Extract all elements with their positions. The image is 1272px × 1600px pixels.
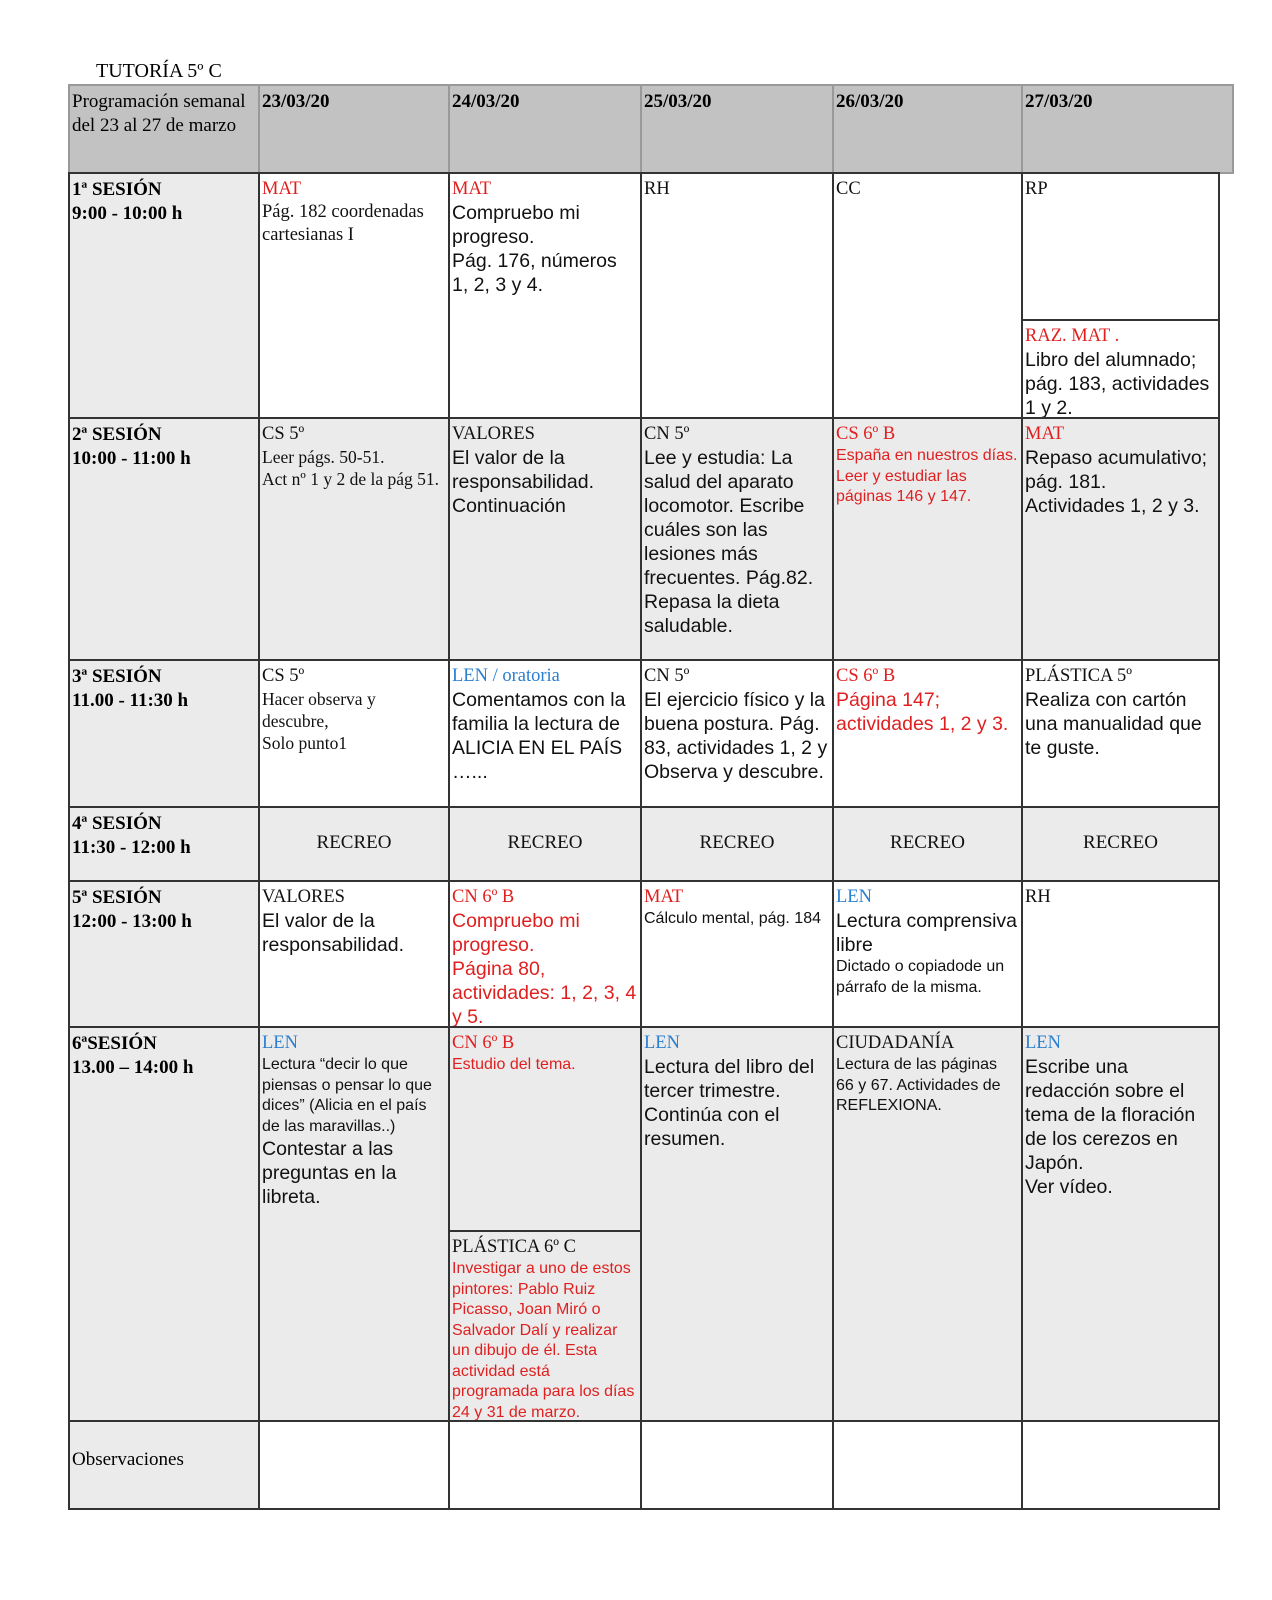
observaciones-cell-5 xyxy=(1021,1420,1220,1510)
recreo-label: RECREO xyxy=(890,832,965,853)
cell-s4-d2 xyxy=(448,806,642,882)
cell-s1-d4 xyxy=(832,172,1023,419)
header-day-4 xyxy=(832,84,1023,174)
cell-s6-d1 xyxy=(258,1026,450,1422)
session-5-label xyxy=(68,880,260,1028)
subject-label: CN 5º xyxy=(644,424,690,444)
cell-s6-d4 xyxy=(832,1026,1023,1422)
header-label-cell xyxy=(68,84,260,174)
session-name: 6ªSESIÓN xyxy=(72,1033,157,1054)
cell-s6-d3 xyxy=(640,1026,834,1422)
subject-label: MAT xyxy=(262,179,302,199)
activity-text: Página 147; actividades 1, 2 y 3. xyxy=(836,689,1009,735)
subject-label: VALORES xyxy=(262,887,345,907)
session-time: 10:00 - 11:00 h xyxy=(72,448,191,469)
activity-text: Realiza con cartón una manualidad que te guste. xyxy=(1025,689,1202,759)
subject-label: LEN xyxy=(1025,1033,1061,1053)
observaciones-cell-3 xyxy=(640,1420,834,1510)
activity-text: España en nuestros días. Leer y estudiar las páginas 146 y 147. xyxy=(836,447,1018,505)
subject-label: PLÁSTICA 6º C xyxy=(452,1237,576,1257)
cell-s4-d5 xyxy=(1021,806,1220,882)
activity-note: Contestar a las preguntas en la libreta. xyxy=(262,1138,397,1208)
header-label: Programación semanal del 23 al 27 de marzo xyxy=(72,91,246,136)
cell-s3-d3 xyxy=(640,659,834,808)
observaciones-cell-1 xyxy=(258,1420,450,1510)
session-name: 3ª SESIÓN xyxy=(72,666,162,687)
subject-label: CN 5º xyxy=(644,666,690,686)
activity-text: Lectura de las páginas 66 y 67. Actividades de REFLEXIONA. xyxy=(836,1056,1001,1114)
cell-s2-d2 xyxy=(448,417,642,661)
cell-s5-d5 xyxy=(1021,880,1220,1028)
activity-text: Compruebo mi progreso. Pág. 176, números 1, 2, 3 y 4. xyxy=(452,202,617,296)
activity-text: Hacer observa y descubre, Solo punto1 xyxy=(262,689,376,753)
cell-s1-d3 xyxy=(640,172,834,419)
header-day-1 xyxy=(258,84,450,174)
cell-s2-d5 xyxy=(1021,417,1220,661)
document-title: TUTORÍA 5º C xyxy=(96,60,222,82)
session-time: 11:30 - 12:00 h xyxy=(72,837,191,858)
activity-text: Compruebo mi progreso. Página 80, actividades: 1, 2, 3, 4 y 5. xyxy=(452,910,637,1028)
session-name: 5ª SESIÓN xyxy=(72,887,162,908)
session-time: 13.00 – 14:00 h xyxy=(72,1057,194,1078)
subject-label: CC xyxy=(836,179,861,199)
activity-text: Cálculo mental, pág. 184 xyxy=(644,910,821,927)
session-time: 9:00 - 10:00 h xyxy=(72,203,183,224)
session-2-label xyxy=(68,417,260,661)
day-label-5: 27/03/20 xyxy=(1025,91,1093,112)
subject-label: CS 6º B xyxy=(836,424,896,444)
activity-text: Pág. 182 coordenadas cartesianas I xyxy=(262,202,424,245)
recreo-label: RECREO xyxy=(316,832,392,853)
day-label-2: 24/03/20 xyxy=(452,91,520,112)
subject-label: LEN xyxy=(262,1033,298,1053)
cell-s2-d4 xyxy=(832,417,1023,661)
session-1-label xyxy=(68,172,260,419)
cell-s3-d5 xyxy=(1021,659,1220,808)
day-label-1: 23/03/20 xyxy=(262,91,330,112)
observaciones-label-cell xyxy=(68,1420,260,1510)
activity-note: Dictado o copiadode un párrafo de la misma. xyxy=(836,958,1005,996)
day-label-4: 26/03/20 xyxy=(836,91,904,112)
subject-label: CIUDADANÍA xyxy=(836,1033,955,1053)
activity-text: Lectura del libro del tercer trimestre. Continúa con el resumen. xyxy=(644,1056,815,1150)
subject-label: CS 6º B xyxy=(836,666,896,686)
activity-text: Comentamos con la familia la lectura de ALICIA EN EL PAÍS …... xyxy=(452,689,626,783)
session-4-label xyxy=(68,806,260,882)
subject-label: MAT xyxy=(452,179,492,199)
subject-label: MAT xyxy=(644,887,684,907)
cell-s2-d3 xyxy=(640,417,834,661)
activity-text: Lectura “decir lo que piensas o pensar lo que dices” (Alicia en el país de las maravillas..) xyxy=(262,1056,432,1135)
subject-label: CN 6º B xyxy=(452,887,515,907)
session-time: 12:00 - 13:00 h xyxy=(72,911,192,932)
cell-s1-d5b xyxy=(1021,319,1220,419)
cell-s6-d2a xyxy=(448,1026,642,1232)
cell-s2-d1 xyxy=(258,417,450,661)
cell-s1-d1 xyxy=(258,172,450,419)
subject-label: LEN / oratoria xyxy=(452,666,560,686)
cell-s5-d1 xyxy=(258,880,450,1028)
cell-s1-d5a xyxy=(1021,172,1220,321)
day-label-3: 25/03/20 xyxy=(644,91,712,112)
activity-text: Investigar a uno de estos pintores: Pablo Ruiz Picasso, Joan Miró o Salvador Dalí y realizar un dibujo de él. Esta actividad está programada para los días 24 y 31 de marzo. xyxy=(452,1260,635,1421)
cell-s5-d3 xyxy=(640,880,834,1028)
session-name: 4ª SESIÓN xyxy=(72,813,162,834)
subject-label: CS 5º xyxy=(262,424,305,444)
cell-s4-d1 xyxy=(258,806,450,882)
subject-label: LEN xyxy=(644,1033,680,1053)
subject-label: RH xyxy=(644,179,670,199)
observaciones-label: Observaciones xyxy=(72,1449,184,1470)
session-6-label xyxy=(68,1026,260,1422)
session-name: 1ª SESIÓN xyxy=(72,179,162,200)
activity-text: Repaso acumulativo; pág. 181. Actividades 1, 2 y 3. xyxy=(1025,447,1208,517)
cell-s1-d2 xyxy=(448,172,642,419)
activity-text: Estudio del tema. xyxy=(452,1056,576,1073)
cell-s6-d5 xyxy=(1021,1026,1220,1422)
activity-text: Leer págs. 50-51. Act nº 1 y 2 de la pág 51. xyxy=(262,447,439,489)
subject-label: RP xyxy=(1025,179,1048,199)
recreo-label: RECREO xyxy=(699,832,775,853)
header-day-3 xyxy=(640,84,834,174)
cell-s6-d2b xyxy=(448,1230,642,1422)
cell-s3-d1 xyxy=(258,659,450,808)
header-day-5 xyxy=(1021,84,1234,174)
cell-s3-d2 xyxy=(448,659,642,808)
subject-label: RAZ. MAT . xyxy=(1025,326,1120,346)
activity-text: Lectura comprensiva libre xyxy=(836,910,1018,956)
cell-s4-d3 xyxy=(640,806,834,882)
cell-s5-d4 xyxy=(832,880,1023,1028)
cell-s4-d4 xyxy=(832,806,1023,882)
subject-label: MAT xyxy=(1025,424,1065,444)
subject-label: PLÁSTICA 5º xyxy=(1025,666,1132,686)
activity-text: El ejercicio físico y la buena postura. Pág. 83, actividades 1, 2 y Observa y descubre. xyxy=(644,689,828,783)
subject-label: LEN xyxy=(836,887,872,907)
activity-text: Libro del alumnado; pág. 183, actividades 1 y 2. xyxy=(1025,349,1210,419)
activity-text: Lee y estudia: La salud del aparato locomotor. Escribe cuáles son las lesiones más frecuentes. Pág.82. Repasa la dieta saludable. xyxy=(644,447,814,637)
recreo-label: RECREO xyxy=(507,832,583,853)
observaciones-cell-4 xyxy=(832,1420,1023,1510)
activity-text: El valor de la responsabilidad. xyxy=(262,910,405,956)
session-3-label xyxy=(68,659,260,808)
cell-s5-d2 xyxy=(448,880,642,1028)
subject-label: RH xyxy=(1025,887,1051,907)
cell-s3-d4 xyxy=(832,659,1023,808)
observaciones-cell-2 xyxy=(448,1420,642,1510)
subject-label: CS 5º xyxy=(262,666,305,686)
header-day-2 xyxy=(448,84,642,174)
activity-text: Escribe una redacción sobre el tema de la floración de los cerezos en Japón. Ver vídeo. xyxy=(1025,1056,1196,1198)
recreo-label: RECREO xyxy=(1083,832,1158,853)
activity-text: El valor de la responsabilidad. Continuación xyxy=(452,447,595,517)
session-name: 2ª SESIÓN xyxy=(72,424,162,445)
subject-label: VALORES xyxy=(452,424,535,444)
subject-label: CN 6º B xyxy=(452,1033,515,1053)
session-time: 11.00 - 11:30 h xyxy=(72,690,189,711)
